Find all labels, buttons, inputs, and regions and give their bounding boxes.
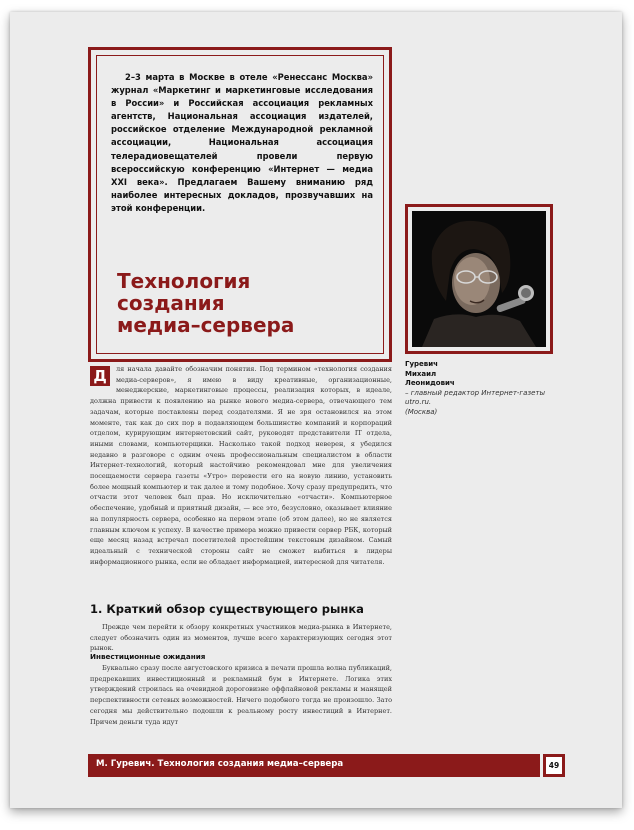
article-title-line: создания (117, 291, 225, 315)
section-heading: 1. Краткий обзор существующего рынка (90, 602, 364, 616)
article-body (90, 364, 392, 567)
author-caption (405, 360, 555, 417)
section-lead-paragraph: Прежде чем перейти к обзору конкретных участников медиа-рынка в Интернете, следует обозначить один из моментов, лучше всего характеризующих сегодня этот рынок. (90, 623, 392, 653)
author-name: Гуревич (405, 360, 438, 368)
page-number: 49 (546, 757, 562, 774)
author-city: (Москва) (405, 407, 438, 416)
author-name: Михаил (405, 369, 437, 378)
page-number-box (543, 754, 565, 777)
author-photo-frame (405, 204, 553, 354)
subsection-paragraph: Буквально сразу после августовского кризиса в печати прошла волна публикаций, предрекавших инвестиционный и рекламный бум в Интернете. Логика этих утверждений строилась на очевидной дороговизне оффлайновой рекламы и манящей перспективности сетевых возможностей. Ничего подобного тогда не произошло. Зато сегодня мы действительно подошли к реальному росту инвестиций в Интернет. Причем деньги туда идут (90, 664, 392, 726)
drop-cap: Д (90, 366, 110, 386)
article-title (117, 270, 377, 336)
subsection-heading: Инвестиционные ожидания (90, 652, 206, 661)
magazine-page (10, 12, 622, 808)
author-role: – главный редактор Интернет-газеты utro.ru. (405, 388, 546, 406)
author-photo (412, 211, 546, 347)
running-title: М. Гуревич. Технология создания медиа–сервера (96, 759, 344, 769)
body-paragraph: ля начала давайте обозначим понятия. Под термином «технология создания медиа-серверов», я имею в виду креативные, организационные, менеджерские, маркетинговые процессы, реализация которых, в идеале, должна привести к появлению на рынке нового медиа-сервера, отвечающего тем задачам, которые поставлены перед создателями. Я не зря остановился на этом моменте, так как до сих пор в подавляющем большинстве компаний и корпораций отделом, курирующим интернетовский сайт, руководят представители IT отдела, иными словами, компьютерщики. Насколько такой подход неверен, я убедился недавно в разговоре с одним очень профессиональным специалистом в области Интернет-технологий, который настойчиво рекомендовал мне для увеличения посещаемости сервера газеты «Утро» перевести его на новую линию, установить более мощный компьютер и так далее и тому подобное. Хочу сразу предупредить, что отчасти этот человек был прав. Но исключительно «отчасти». Компьютерное обеспечение, удобный и приятный дизайн, — все это, безусловно, оказывает влияние на популярность сервера, особенно на первом этапе (об этом далее), но не является главным ключом к успеху. В качестве примера можно привести сервер РБК, который еще месяц назад встречал посетителей простейшим текстовым дизайном. Самый идеальный с технической стороны сайт не сможет выбиться в лидеры информационного рынка, если не обладает информацией, интересной для читателя. (90, 365, 392, 566)
intro-box (88, 47, 392, 362)
article-title-line: Технология (117, 269, 251, 293)
intro-text: 2–3 марта в Москве в отеле «Ренессанс Москва» журнал «Маркетинг и маркетинговые исследования в России» и Российская ассоциация рекламных агентств, Национальная ассоциация издателей, российское отделение Международной рекламной ассоциации, Национальная ассоциация телерадиовещателей провели первую всероссийскую конференцию «Интернет — медиа XXI века». Предлагаем Вашему вниманию ряд наиболее интересных докладов, прозвучавших на этой конференции. (111, 72, 373, 213)
author-portrait-image (412, 211, 546, 347)
article-title-line: медиа–сервера (117, 313, 295, 337)
intro-inner-frame (96, 55, 384, 354)
running-footer (88, 754, 540, 777)
author-name: Леонидович (405, 379, 455, 387)
